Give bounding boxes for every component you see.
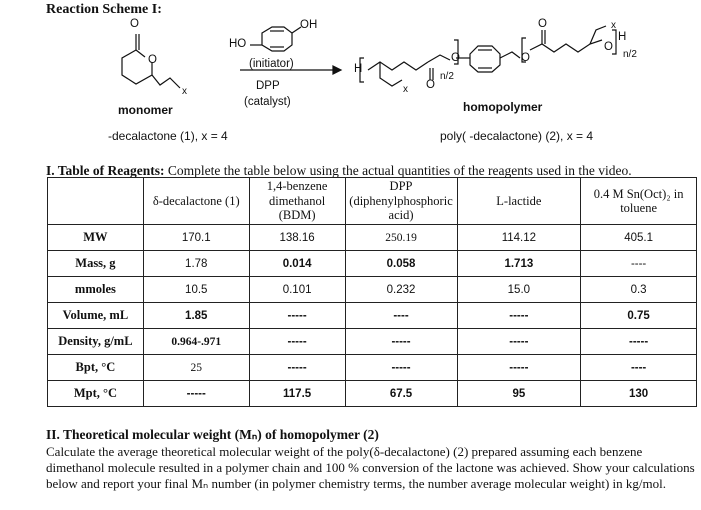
row-label: Bpt, °C — [48, 355, 144, 381]
column-header: L-lactide — [457, 178, 581, 225]
row-label: Mpt, °C — [48, 381, 144, 407]
column-header: DPP (diphenylphosphoric acid) — [345, 178, 457, 225]
table-cell: ----- — [249, 303, 345, 329]
row-label: Volume, mL — [48, 303, 144, 329]
monomer-ring-o: O — [148, 54, 157, 66]
table-cell: ---- — [581, 355, 697, 381]
table-cell: 0.014 — [249, 251, 345, 277]
reagents-table — [47, 177, 697, 407]
column-header: δ-decalactone (1) — [143, 178, 249, 225]
table-cell: 405.1 — [581, 225, 697, 251]
polymer-o-terminal: O — [604, 41, 613, 53]
table-row — [48, 303, 697, 329]
table-cell: 0.964-.971 — [143, 329, 249, 355]
table-cell: ----- — [345, 329, 457, 355]
table-cell: ---- — [581, 251, 697, 277]
monomer-x: x — [182, 86, 187, 97]
row-label: MW — [48, 225, 144, 251]
reaction-scheme — [0, 0, 701, 160]
table-cell: ----- — [581, 329, 697, 355]
table-cell: ----- — [345, 355, 457, 381]
polymer-x-right: x — [611, 20, 616, 31]
table-row — [48, 251, 697, 277]
polymer-h-right: H — [618, 31, 627, 43]
table-cell: ----- — [249, 329, 345, 355]
section-2-body: Calculate the average theoretical molecular weight of the poly(δ-decalactone) (2) prepared assuming each benzene dimethanol molecule resulted in a polymer chain and 100 % conversion of the lactone was achieved. Show your calculations below and report your final Mₙ number (in polymer chemistry terms, the number average molecular weight) in kg/mol. — [46, 444, 695, 491]
table-cell: 10.5 — [143, 277, 249, 303]
polymer-h-left: H — [354, 63, 363, 75]
table-row — [48, 277, 697, 303]
table-cell: 0.058 — [345, 251, 457, 277]
table-cell: ---- — [345, 303, 457, 329]
table-cell: 0.101 — [249, 277, 345, 303]
column-header: 0.4 M Sn(Oct)₂ in toluene — [581, 178, 697, 225]
table-cell: 67.5 — [345, 381, 457, 407]
table-cell: 138.16 — [249, 225, 345, 251]
table-cell: 1.78 — [143, 251, 249, 277]
table-cell: 15.0 — [457, 277, 581, 303]
table-header-row — [48, 178, 697, 225]
catalyst-name: DPP — [256, 80, 280, 92]
table-cell: ----- — [457, 303, 581, 329]
catalyst-caption: (catalyst) — [244, 96, 291, 108]
table-row — [48, 381, 697, 407]
section-1-instruction: Complete the table below using the actual quantities of the reagents used in the video. — [167, 163, 632, 178]
table-cell: 170.1 — [143, 225, 249, 251]
table-cell: ----- — [457, 355, 581, 381]
polymer-o-left: O — [426, 79, 435, 91]
table-cell: 0.75 — [581, 303, 697, 329]
row-label: Mass, g — [48, 251, 144, 277]
polymer-n2-left: n/2 — [440, 71, 454, 82]
table-cell: 114.12 — [457, 225, 581, 251]
homopolymer-left-chain — [368, 62, 428, 70]
polymer-o-ester: O — [451, 52, 460, 64]
header-empty-cell — [48, 178, 144, 225]
table-cell: 0.232 — [345, 277, 457, 303]
monomer-carbonyl-o: O — [130, 18, 139, 30]
table-cell: 25 — [143, 355, 249, 381]
table-cell: ----- — [143, 381, 249, 407]
bdm-ho: HO — [229, 38, 247, 50]
table-cell: 1.713 — [457, 251, 581, 277]
table-row — [48, 329, 697, 355]
bdm-oh: OH — [300, 19, 318, 31]
table-cell: 1.85 — [143, 303, 249, 329]
homopolymer-label: homopolymer — [463, 100, 543, 114]
polymer-o-right: O — [521, 52, 530, 64]
section-1-title: I. Table of Reagents: — [46, 163, 165, 178]
table-cell: 95 — [457, 381, 581, 407]
table-cell: 117.5 — [249, 381, 345, 407]
table-cell: 250.19 — [345, 225, 457, 251]
table-row — [48, 355, 697, 381]
initiator-caption: (initiator) — [249, 58, 294, 70]
row-label: Density, g/mL — [48, 329, 144, 355]
monomer-label: monomer — [118, 103, 173, 117]
column-header: 1,4-benzene dimethanol (BDM) — [249, 178, 345, 225]
monomer-caption: -decalactone (1), x = 4 — [108, 129, 228, 143]
homopolymer-caption: poly( -decalactone) (2), x = 4 — [440, 129, 594, 143]
table-cell: 130 — [581, 381, 697, 407]
polymer-x-left: x — [403, 84, 408, 95]
table-cell: 0.3 — [581, 277, 697, 303]
table-row — [48, 225, 697, 251]
polymer-carbonyl-o: O — [538, 18, 547, 30]
row-label: mmoles — [48, 277, 144, 303]
polymer-n2-right: n/2 — [623, 49, 637, 60]
table-cell: ----- — [457, 329, 581, 355]
scheme-title: Reaction Scheme I: — [46, 2, 162, 17]
table-cell: ----- — [249, 355, 345, 381]
section-2-title: II. Theoretical molecular weight (Mₙ) of homopolymer (2) — [46, 427, 379, 442]
